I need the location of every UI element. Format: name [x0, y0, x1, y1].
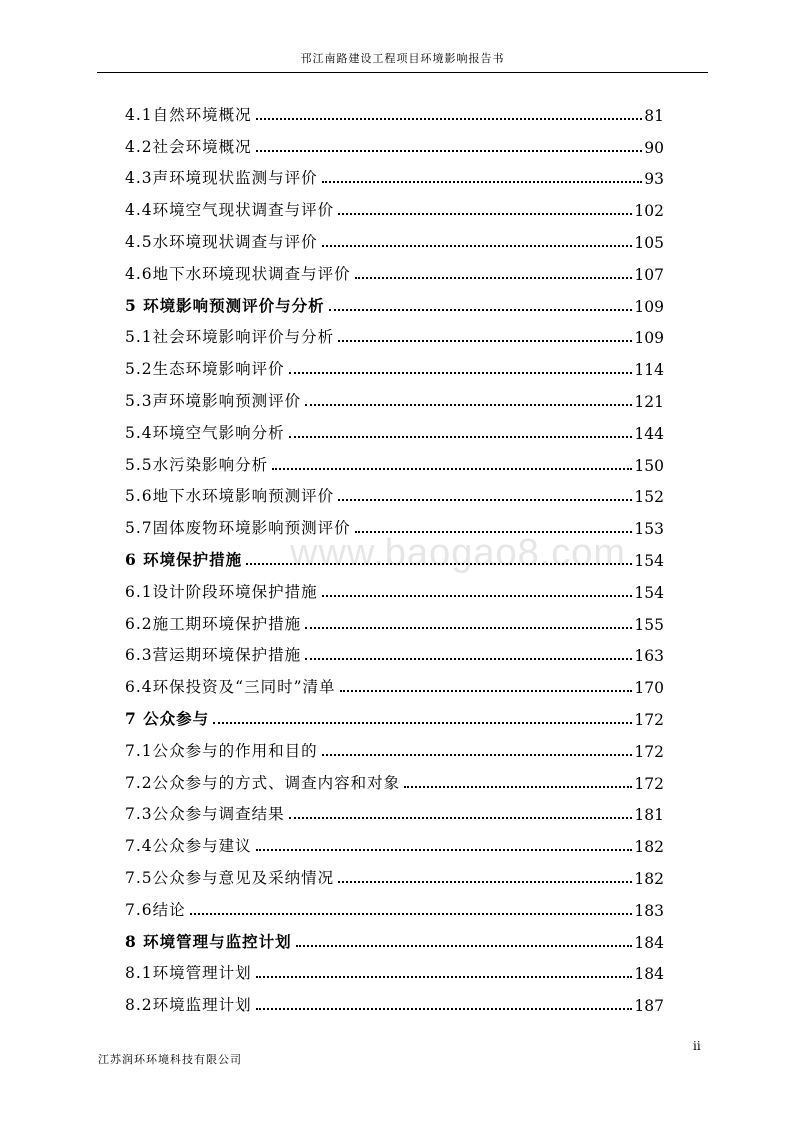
toc-entry[interactable]	[125, 729, 664, 761]
toc-dot-leader	[256, 118, 643, 120]
toc-entry-label: 6 环境保护措施	[125, 549, 243, 569]
toc-entry-label: 6.3营运期环境保护措施	[125, 646, 302, 665]
toc-entry[interactable]	[125, 856, 664, 888]
toc-chapter-entry[interactable]	[125, 920, 664, 952]
toc-entry[interactable]	[125, 952, 664, 984]
toc-dot-leader	[340, 690, 633, 692]
toc-entry-label: 5.4环境空气影响分析	[125, 423, 285, 442]
toc-entry[interactable]	[125, 602, 664, 634]
toc-dot-leader	[296, 945, 633, 947]
toc-entry-label: 5 环境影响预测评价与分析	[125, 295, 325, 315]
toc-dot-leader	[213, 722, 632, 724]
watermark: www.baogao8.com	[290, 532, 627, 574]
toc-entry-label: 7 公众参与	[125, 708, 210, 728]
toc-entry-label: 5.2生态环境影响评价	[125, 360, 285, 379]
toc-entry-page: 182	[634, 838, 664, 857]
toc-chapter-entry[interactable]	[125, 284, 664, 316]
toc-dot-leader	[305, 404, 632, 406]
toc-entry[interactable]	[125, 252, 664, 284]
toc-entry[interactable]	[125, 888, 664, 920]
toc-entry[interactable]	[125, 157, 664, 189]
toc-dot-leader	[355, 277, 633, 279]
toc-entry[interactable]	[125, 506, 664, 538]
toc-dot-leader	[404, 786, 632, 788]
toc-dot-leader	[329, 309, 633, 311]
toc-dot-leader	[272, 468, 632, 470]
toc-dot-leader	[338, 881, 632, 883]
toc-dot-leader	[190, 913, 633, 915]
toc-entry[interactable]	[125, 475, 664, 507]
toc-entry-label: 6.1设计阶段环境保护措施	[125, 582, 318, 601]
toc-entry-page: 144	[634, 424, 664, 443]
running-header: 邗江南路建设工程项目环境影响报告书	[97, 50, 708, 73]
toc-entry-page: 90	[644, 138, 664, 157]
toc-dot-leader	[256, 150, 643, 152]
toc-entry-label: 7.5公众参与意见及采纳情况	[125, 868, 335, 887]
toc-entry-label: 6.4环保投资及“三同时”清单	[125, 678, 336, 697]
toc-dot-leader	[305, 658, 632, 660]
toc-entry-label: 5.1社会环境影响评价与分析	[125, 328, 335, 347]
toc-entry[interactable]	[125, 634, 664, 666]
toc-dot-leader	[246, 563, 632, 565]
toc-entry-label: 4.1自然环境概况	[125, 105, 252, 124]
toc-entry-label: 8.1环境管理计划	[125, 964, 252, 983]
toc-entry-label: 4.5水环境现状调查与评价	[125, 232, 318, 251]
toc-entry-page: 102	[634, 202, 664, 221]
toc-dot-leader	[256, 976, 633, 978]
toc-entry[interactable]	[125, 824, 664, 856]
toc-dot-leader	[338, 340, 632, 342]
toc-entry-label: 7.4公众参与建议	[125, 837, 252, 856]
toc-entry-page: 114	[634, 361, 664, 380]
toc-entry[interactable]	[125, 316, 664, 348]
toc-entry-page: 172	[634, 774, 664, 793]
toc-dot-leader	[322, 754, 633, 756]
toc-entry-label: 5.3声环境影响预测评价	[125, 391, 302, 410]
page-number: ii	[693, 1039, 701, 1053]
footer-company: 江苏润环环境科技有限公司	[98, 1053, 242, 1066]
toc-entry-page: 105	[634, 233, 664, 252]
toc-entry-page: 184	[634, 933, 664, 952]
toc-entry-label: 5.5水污染影响分析	[125, 455, 269, 474]
toc-entry-page: 181	[634, 806, 664, 825]
toc-entry-page: 150	[634, 456, 664, 475]
toc-entry-page: 172	[634, 742, 664, 761]
toc-entry-page: 182	[634, 869, 664, 888]
toc-dot-leader	[338, 213, 632, 215]
toc-entry-page: 184	[634, 965, 664, 984]
toc-entry-page: 154	[634, 551, 664, 570]
toc-entry-label: 6.2施工期环境保护措施	[125, 614, 302, 633]
toc-entry[interactable]	[125, 793, 664, 825]
toc-entry[interactable]	[125, 570, 664, 602]
toc-dot-leader	[289, 372, 633, 374]
toc-entry[interactable]	[125, 347, 664, 379]
toc-entry[interactable]	[125, 188, 664, 220]
toc-dot-leader	[256, 1008, 633, 1010]
toc-entry-page: 152	[634, 488, 664, 507]
toc-entry-page: 81	[644, 106, 664, 125]
toc-entry-page: 183	[634, 901, 664, 920]
toc-entry-label: 7.3公众参与调查结果	[125, 805, 285, 824]
toc-entry[interactable]	[125, 93, 664, 125]
toc-dot-leader	[322, 245, 633, 247]
toc-entry-page: 109	[634, 329, 664, 348]
toc-entry-label: 4.6地下水环境现状调查与评价	[125, 264, 351, 283]
toc-entry-page: 155	[634, 615, 664, 634]
toc-dot-leader	[322, 181, 643, 183]
toc-entry-label: 7.1公众参与的作用和目的	[125, 741, 318, 760]
toc-entry-label: 8 环境管理与监控计划	[125, 931, 292, 951]
table-of-contents	[125, 93, 664, 1015]
toc-chapter-entry[interactable]	[125, 697, 664, 729]
toc-entry[interactable]	[125, 125, 664, 157]
toc-entry-page: 153	[634, 520, 664, 539]
toc-entry-label: 4.2社会环境概况	[125, 137, 252, 156]
toc-entry-page: 172	[634, 710, 664, 729]
toc-dot-leader	[322, 595, 633, 597]
toc-dot-leader	[338, 499, 632, 501]
toc-entry-page: 163	[634, 647, 664, 666]
toc-entry-page: 109	[634, 297, 664, 316]
toc-entry-label: 5.6地下水环境影响预测评价	[125, 487, 335, 506]
toc-chapter-entry[interactable]	[125, 538, 664, 570]
toc-dot-leader	[256, 849, 633, 851]
toc-entry-page: 121	[634, 392, 664, 411]
toc-entry[interactable]	[125, 983, 664, 1015]
toc-entry[interactable]	[125, 411, 664, 443]
toc-entry-label: 4.4环境空气现状调查与评价	[125, 201, 335, 220]
toc-entry-label: 4.3声环境现状监测与评价	[125, 169, 318, 188]
toc-entry-page: 107	[634, 265, 664, 284]
toc-dot-leader	[289, 436, 633, 438]
toc-dot-leader	[355, 531, 633, 533]
toc-entry-page: 170	[634, 679, 664, 698]
toc-entry[interactable]	[125, 443, 664, 475]
toc-entry-page: 187	[634, 997, 664, 1016]
toc-entry[interactable]	[125, 665, 664, 697]
toc-entry-label: 5.7固体废物环境影响预测评价	[125, 519, 351, 538]
toc-entry-label: 7.6结论	[125, 900, 186, 919]
toc-entry[interactable]	[125, 761, 664, 793]
toc-entry[interactable]	[125, 379, 664, 411]
toc-entry[interactable]	[125, 220, 664, 252]
toc-entry-page: 154	[634, 583, 664, 602]
toc-entry-label: 8.2环境监理计划	[125, 996, 252, 1015]
toc-dot-leader	[305, 627, 632, 629]
toc-entry-label: 7.2公众参与的方式、调查内容和对象	[125, 773, 401, 792]
toc-entry-page: 93	[644, 170, 664, 189]
toc-dot-leader	[289, 817, 633, 819]
